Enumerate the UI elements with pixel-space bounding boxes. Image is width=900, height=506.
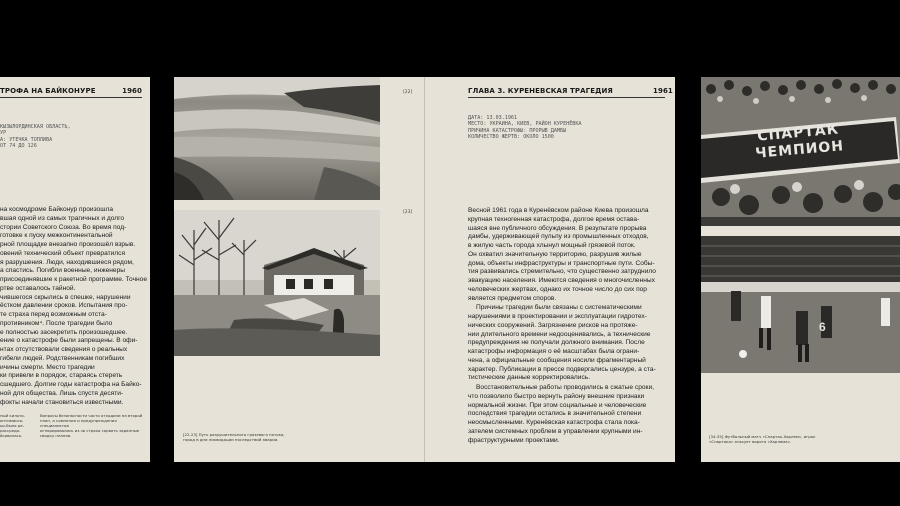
photo-caption bbox=[709, 435, 849, 445]
svg-text:6: 6 bbox=[819, 320, 826, 334]
footnote-line: кр-было ре- bbox=[0, 422, 25, 428]
body-line: гибели людей. Родственникам погибших bbox=[0, 354, 125, 362]
body-line: вшая одной из самых трагичных и долго bbox=[0, 214, 125, 222]
body-line: неосмысленными. Куренёвская катастрофа стала пока- bbox=[468, 419, 640, 426]
body-line: тистические данные корректировались. bbox=[468, 374, 591, 382]
body-line: в жилую часть города хлынул мощный грязевой поток. bbox=[468, 242, 636, 249]
body-line: тия развивались стремительно, что существенно затруднило bbox=[468, 268, 656, 276]
body-line: ки привели в порядок, стараясь стереть bbox=[0, 372, 123, 380]
body-line: нормальной жизни. При этом социальные и человеческие bbox=[468, 401, 647, 409]
body-line: сшедшего. Долгие годы катастрофа на Байко- bbox=[0, 381, 142, 388]
chapter-header: ГЛАВА 3. КУРЕНЕВСКАЯ ТРАГЕДИЯ bbox=[468, 87, 613, 95]
header-rule bbox=[468, 97, 665, 98]
body-line: эвакуацию населения. Имеются сведения о многочисленных bbox=[468, 277, 655, 284]
body-line: Причины трагедии были связаны с систематическими bbox=[476, 304, 642, 312]
footnote-line: рассредо- bbox=[0, 427, 21, 433]
body-line: готовке к пуску межконтинентальной bbox=[0, 232, 113, 240]
caption-line: [34-35] Футбольный матч «Спартак-Харлем», игрок bbox=[709, 434, 816, 439]
footnote-line: оптимиско- bbox=[0, 417, 24, 423]
body-line: Он охватил значительную территорию, разрушив жилые bbox=[468, 250, 642, 258]
body-line: крупная техногенная катастрофа, долгое время остава- bbox=[468, 215, 640, 223]
chapter-body-text bbox=[0, 206, 148, 407]
meta-line: А: УТЕЧКА ТОПЛИВА bbox=[0, 136, 53, 143]
body-line: присоединявшие к ракетной программе. Точное bbox=[0, 276, 147, 283]
page-number-23: [23] bbox=[403, 210, 413, 215]
photo-mudflow-river bbox=[174, 77, 380, 200]
chapter-meta bbox=[0, 124, 71, 149]
paragraph bbox=[468, 384, 670, 445]
footnote-line: Вопросы безопасности часто отходили на второй bbox=[40, 413, 143, 418]
caption-line: [22-23] Путь разрушительного грязевого потока, bbox=[183, 432, 285, 437]
page-left-partial bbox=[0, 77, 150, 462]
body-line: шаяся вне публичного обсуждения. В результате прорыва bbox=[468, 224, 647, 232]
body-line: дамбы, удерживающей пульпу из промышленных отходов, bbox=[468, 233, 649, 241]
footnote-line: сводку планов. bbox=[40, 432, 72, 438]
body-line: нических сооружений. Загрязнение рисков на протяже- bbox=[468, 321, 638, 329]
photo-football-match bbox=[701, 236, 900, 373]
meta-line: УР bbox=[0, 130, 7, 137]
body-line: Весной 1961 года в Куренёвском районе Киева произошла bbox=[468, 207, 649, 214]
body-line: на космодроме Байконур произошла bbox=[0, 206, 114, 213]
banner-line-1: СПАРТАК bbox=[756, 121, 840, 145]
body-line: фокты начали становиться известными. bbox=[0, 398, 124, 406]
caption-line: город в дни ликвидации последствий аварии. bbox=[183, 436, 279, 442]
body-line: нтах отсутствовали сведения о реальных bbox=[0, 346, 128, 353]
meta-line: КОЛИЧЕСТВО ЖЕРТВ: ОКОЛО 1500 bbox=[468, 133, 554, 140]
chapter-year: 1961 bbox=[653, 87, 673, 95]
photo-flooded-house bbox=[174, 210, 380, 356]
body-line: зателем системных проблем в управлении крупными ин- bbox=[468, 427, 643, 435]
body-line: я разрушения. Люди, находившиеся рядом, bbox=[0, 258, 134, 266]
meta-line: МЕСТО: УКРАИНА, КИЕВ, РАЙОН КУРЕНЁВКА bbox=[468, 121, 582, 128]
paragraph bbox=[468, 207, 670, 303]
body-line: овений технический объект превратился bbox=[0, 249, 126, 257]
body-line: рной площадке внезапно произошёл взрыв. bbox=[0, 241, 136, 248]
meta-line: ПРИЧИНА КАТАСТРОФЫ: ПРОРЫВ ДАМБЫ bbox=[468, 127, 567, 134]
banner-line-2: ЧЕМПИОН bbox=[754, 138, 845, 162]
body-line: чена, а официальные сообщения носили фрагментарный bbox=[468, 356, 646, 364]
body-line: ртве оставалось тайной. bbox=[0, 284, 76, 292]
body-line: что позволило быстро вернуть району внешние признаки bbox=[468, 392, 645, 400]
body-line: дома, объекты инфраструктуры и транспортные пути. Собы- bbox=[468, 259, 655, 267]
page-photos-flood bbox=[174, 77, 425, 462]
body-line: катастрофы информация о её масштабах была ограни- bbox=[468, 348, 640, 355]
footnote-line: ный кильто- bbox=[0, 413, 26, 418]
body-line: фраструктурными проектами. bbox=[468, 436, 560, 444]
body-line: нарушениями в проектировании и эксплуатации гидротех- bbox=[468, 313, 647, 320]
chapter-header: ТРОФА НА БАЙКОНУРЕ bbox=[0, 87, 96, 95]
chapter-year: 1960 bbox=[122, 87, 142, 95]
header-rule bbox=[0, 97, 142, 98]
meta-line: КЫЗЫЛОРДИНСКАЯ ОБЛАСТЬ, bbox=[0, 124, 71, 130]
body-line: ичины смерти. Место трагедии bbox=[0, 363, 95, 371]
body-line: человеческих жертвах, однако их точное число до сих пор bbox=[468, 285, 647, 293]
body-line: предупреждения не получали должного внимания. После bbox=[468, 339, 645, 347]
body-line: характер. Публикации в прессе подвергались цензуре, а ста- bbox=[468, 365, 656, 373]
body-line: противником⁴. После трагедии было bbox=[0, 319, 113, 327]
chapter-body-text bbox=[468, 207, 670, 445]
meta-line: ОТ 74 ДО 126 bbox=[0, 142, 37, 149]
photo-caption bbox=[183, 433, 323, 443]
footnote-line: план, а сомнения и предупреждения специалистов bbox=[40, 417, 117, 428]
body-line: ной для общества. Лишь спустя десяти- bbox=[0, 389, 124, 397]
footnote-line: игнорировались из-за страха сорвать заданные bbox=[40, 427, 140, 433]
caption-line: «Спартака» атакует ворота «Харлема». bbox=[709, 438, 792, 444]
body-line: те страха перед возможным отста- bbox=[0, 311, 107, 318]
body-line: ение о катастрофе были запрещены. В офи- bbox=[0, 337, 138, 345]
body-line: чившегося скрылись в спешке, нарушении bbox=[0, 293, 131, 301]
body-line: является предметом споров. bbox=[468, 294, 557, 302]
footnote-line: йсрволась. bbox=[0, 432, 23, 438]
body-line: нии длительного времени недооценивались, а технические bbox=[468, 330, 651, 338]
body-line: последствия трагедии остались в значительной степени bbox=[468, 410, 642, 418]
body-line: а спастись. Погибли военные, инженеры bbox=[0, 267, 126, 275]
body-line: стории Советского Союза. Во время под- bbox=[0, 223, 127, 231]
body-line: е полностью засекретить произошедшее. bbox=[0, 328, 128, 336]
paragraph bbox=[468, 304, 670, 383]
page-number-22: [22] bbox=[403, 90, 413, 95]
page-photos-football bbox=[701, 77, 900, 462]
footnote-left bbox=[0, 414, 34, 439]
page-chapter-3 bbox=[425, 77, 675, 462]
chapter-meta bbox=[468, 115, 581, 140]
body-line: ёстком давлении сроков. Испытания про- bbox=[0, 302, 128, 310]
meta-line: ДАТА: 13.03.1961 bbox=[468, 115, 518, 121]
footnote-right bbox=[40, 414, 144, 439]
body-line: Восстановительные работы проводились в сжатые сроки, bbox=[476, 384, 654, 391]
